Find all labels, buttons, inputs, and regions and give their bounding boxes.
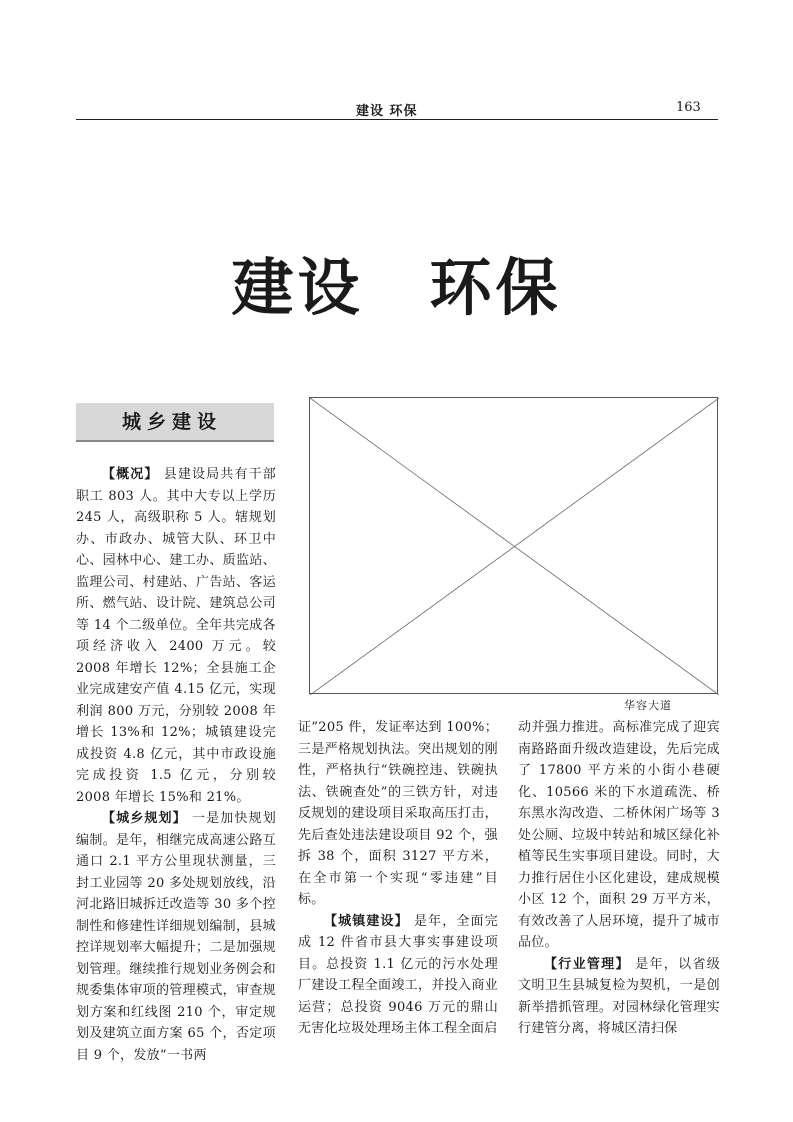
paragraph-continuation: 动并强力推进。高标准完成了迎宾南路路面升级改造建设，先后完成了 17800 平方米的小街小巷硬化、10566 米的下水道疏洗、桥东黑水沟改造、二桥休闲广场等 3 处公厕、垃圾中转站和城区绿化补植等民生实事项目建设。同时，大力推行居住小区化建设，建成规模小区 12 个，面积 29 万平方米，有效改善了人居环境，提升了城市品位。 <box>518 720 720 950</box>
chapter-title: 建设 环保 <box>231 251 562 324</box>
paragraph-urban-planning <box>76 808 276 1066</box>
text-column-2 <box>298 717 498 1040</box>
paragraph-town-construction <box>298 911 498 1040</box>
paragraph-keyword: 【概况】 <box>102 467 159 482</box>
header-rule <box>76 119 718 120</box>
paragraph-text: 县建设局共有干部职工 803 人。其中大专以上学历 245 人，高级职称 5 人。辖规划办、市政办、城管大队、环卫中心、园林中心、建工办、质监站、监理公司、村建站、广告站、客运所、燃气站、设计院、建筑总公司等 14 个二级单位。全年共完成各项经济收入 2400 万元。较 2008 年增长 12%；全县施工企业完成建安产值 4.15 亿元，实现利润 800 万元，分别较 2008 年增长 13%和 12%；城镇建设完成投资 4.8 亿元，其中市政设施完成投资 1.5 亿元，分别较 2008 年增长 15%和 21%。 <box>76 467 276 805</box>
paragraph-keyword: 【行业管理】 <box>544 956 630 972</box>
text-column-3 <box>518 717 720 1040</box>
paragraph-keyword: 【城镇建设】 <box>324 913 409 929</box>
section-heading: 城乡建设 <box>76 403 274 442</box>
paragraph-keyword: 【城乡规划】 <box>102 811 187 826</box>
paragraph-text: 是年，全面完成 12 件省市县大事实事建设项目。总投资 1.1 亿元的污水处理厂建设工程全面竣工，并投入商业运营；总投资 9046 万元的鼎山无害化垃圾处理场主体工程全面启 <box>298 913 498 1036</box>
running-header-title: 建设 环保 <box>356 104 418 119</box>
photo-placeholder <box>309 397 718 694</box>
paragraph-continuation: 证”205 件，发证率达到 100%；三是严格规划执法。突出规划的刚性，严格执行“铁碗控违、铁碗执法、铁碗查处”的三铁方针，对违反规划的建设项目采取高压打击，先后查处违法建设项目 92 个，强拆 38 个，面积 3127 平方米，在全市第一个实现“零违建”目标。 <box>298 720 498 907</box>
paragraph-text: 一是加快规划编制。是年，相继完成高速公路互通口 2.1 平方公里现状测量，三封工业园等 20 多处规划放线，沿河北路旧城拆迁改造等 30 多个控制性和修建性详细规划编制，县城控详规划率大幅提升；二是加强规划管理。继续推行规划业务例会和规委集体审项的管理模式，审查规划方案和红线图 210 个，审定规划及建筑立面方案 65 个，否定项目 9 个，发放“一书两 <box>76 811 276 1063</box>
image-placeholder-icon <box>310 398 719 695</box>
page-number: 163 <box>676 100 701 115</box>
text-column-1 <box>76 464 276 1066</box>
paragraph-industry-management <box>518 954 720 1040</box>
paragraph-text: 是年，以省级文明卫生县城复检为契机，一是创新举措抓管理。对园林绿化管理实行建管分离，将城区清扫保 <box>518 956 720 1036</box>
photo-caption: 华容大道 <box>624 699 672 712</box>
paragraph-overview <box>76 464 276 808</box>
